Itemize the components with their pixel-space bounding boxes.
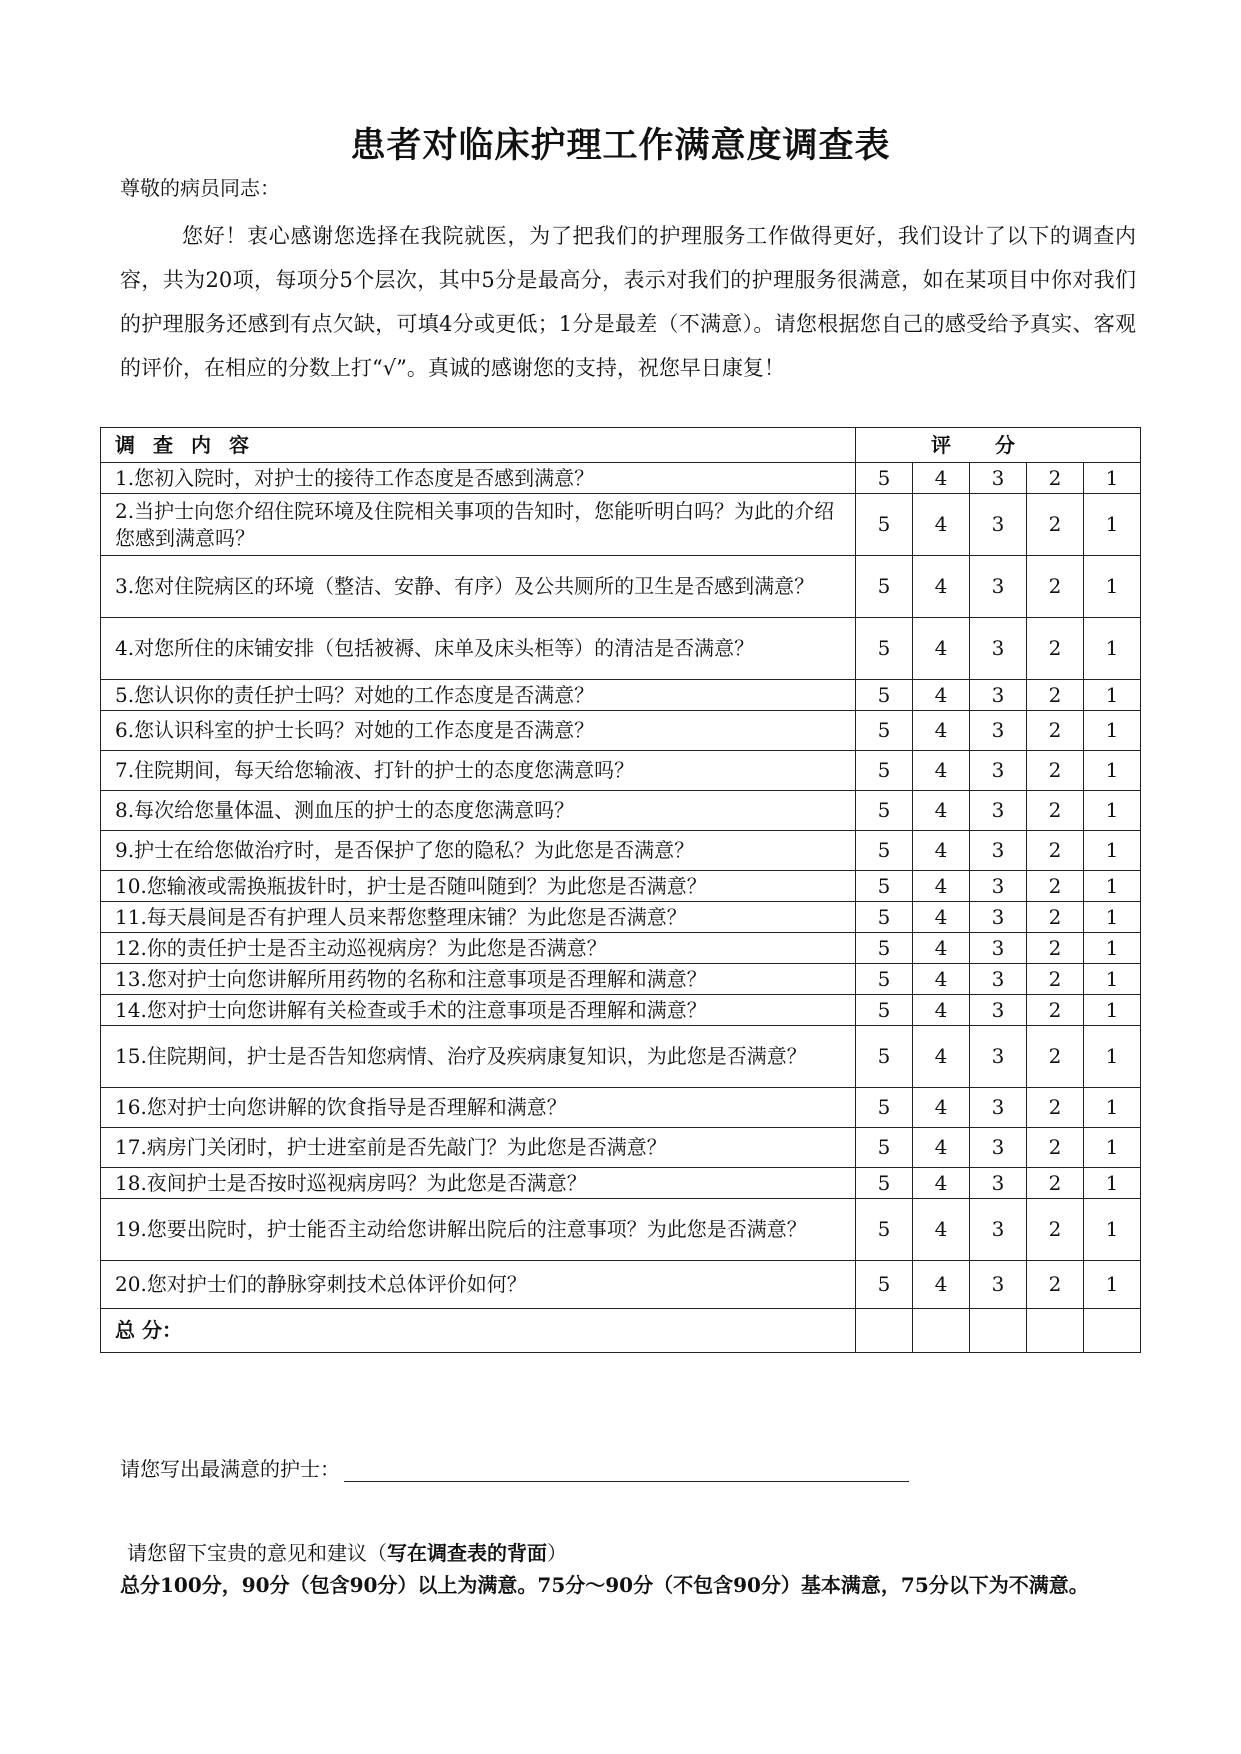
score-option-3[interactable]: 3 [970,1199,1027,1261]
score-option-5[interactable]: 5 [856,463,913,494]
question-row [101,1128,1141,1168]
score-option-1[interactable]: 1 [1084,1026,1141,1088]
score-option-3[interactable]: 3 [970,1168,1027,1199]
score-option-3[interactable]: 3 [970,933,1027,964]
question-text: 13.您对护士向您讲解所用药物的名称和注意事项是否理解和满意？ [101,964,856,995]
score-option-3[interactable]: 3 [970,791,1027,831]
score-option-4[interactable]: 4 [913,1199,970,1261]
total-cell[interactable] [970,1309,1027,1353]
survey-table [100,427,1141,1353]
favorite-nurse-line [120,1453,909,1482]
score-option-2[interactable]: 2 [1027,964,1084,995]
score-option-1[interactable]: 1 [1084,831,1141,871]
score-option-4[interactable]: 4 [913,1128,970,1168]
score-option-5[interactable]: 5 [856,871,913,902]
advice-line [127,1537,567,1566]
score-option-3[interactable]: 3 [970,680,1027,711]
score-option-1[interactable]: 1 [1084,618,1141,680]
question-row [101,556,1141,618]
score-option-5[interactable]: 5 [856,1128,913,1168]
header-score: 评分 [856,428,1141,463]
score-option-4[interactable]: 4 [913,964,970,995]
score-option-4[interactable]: 4 [913,1088,970,1128]
question-row [101,711,1141,751]
question-row [101,791,1141,831]
score-option-1[interactable]: 1 [1084,556,1141,618]
favorite-nurse-blank[interactable] [344,1459,909,1482]
advice-bold: 写在调查表的背面 [387,1541,547,1565]
advice-prefix: 请您留下宝贵的意见和建议（ [127,1541,387,1565]
question-row [101,1026,1141,1088]
score-option-1[interactable]: 1 [1084,1199,1141,1261]
table-header-row [101,428,1141,463]
question-text: 9.护士在给您做治疗时，是否保护了您的隐私？为此您是否满意？ [101,831,856,871]
score-option-3[interactable]: 3 [970,995,1027,1026]
score-option-3[interactable]: 3 [970,871,1027,902]
score-option-3[interactable]: 3 [970,831,1027,871]
question-text: 6.您认识科室的护士长吗？对她的工作态度是否满意？ [101,711,856,751]
score-option-2[interactable]: 2 [1027,711,1084,751]
score-option-4[interactable]: 4 [913,995,970,1026]
score-option-4[interactable]: 4 [913,871,970,902]
score-option-5[interactable]: 5 [856,618,913,680]
score-option-1[interactable]: 1 [1084,791,1141,831]
score-option-4[interactable]: 4 [913,791,970,831]
score-option-2[interactable]: 2 [1027,1261,1084,1309]
score-option-3[interactable]: 3 [970,1026,1027,1088]
question-row [101,1088,1141,1128]
score-option-2[interactable]: 2 [1027,618,1084,680]
score-option-4[interactable]: 4 [913,618,970,680]
score-option-3[interactable]: 3 [970,1128,1027,1168]
score-option-2[interactable]: 2 [1027,1128,1084,1168]
score-option-5[interactable]: 5 [856,1088,913,1128]
question-text: 15.住院期间，护士是否告知您病情、治疗及疾病康复知识，为此您是否满意？ [101,1026,856,1088]
question-text: 11.每天晨间是否有护理人员来帮您整理床铺？为此您是否满意？ [101,902,856,933]
total-cell[interactable] [1084,1309,1141,1353]
question-row [101,964,1141,995]
score-option-4[interactable]: 4 [913,680,970,711]
score-option-1[interactable]: 1 [1084,494,1141,556]
score-option-1[interactable]: 1 [1084,1088,1141,1128]
score-option-2[interactable]: 2 [1027,933,1084,964]
question-text: 18.夜间护士是否按时巡视病房吗？为此您是否满意？ [101,1168,856,1199]
score-option-4[interactable]: 4 [913,1026,970,1088]
question-row [101,463,1141,494]
score-option-4[interactable]: 4 [913,463,970,494]
score-option-1[interactable]: 1 [1084,463,1141,494]
favorite-nurse-label: 请您写出最满意的护士： [120,1457,340,1481]
score-option-2[interactable]: 2 [1027,751,1084,791]
score-option-3[interactable]: 3 [970,1261,1027,1309]
total-label: 总 分： [101,1309,856,1353]
score-option-3[interactable]: 3 [970,751,1027,791]
score-option-4[interactable]: 4 [913,711,970,751]
score-option-5[interactable]: 5 [856,751,913,791]
score-option-5[interactable]: 5 [856,964,913,995]
total-cell[interactable] [1027,1309,1084,1353]
score-option-5[interactable]: 5 [856,995,913,1026]
question-text: 5.您认识你的责任护士吗？对她的工作态度是否满意？ [101,680,856,711]
score-option-1[interactable]: 1 [1084,1261,1141,1309]
score-option-3[interactable]: 3 [970,463,1027,494]
score-option-4[interactable]: 4 [913,556,970,618]
score-option-1[interactable]: 1 [1084,751,1141,791]
score-option-4[interactable]: 4 [913,831,970,871]
score-option-5[interactable]: 5 [856,711,913,751]
question-text: 16.您对护士向您讲解的饮食指导是否理解和满意？ [101,1088,856,1128]
question-text: 12.你的责任护士是否主动巡视病房？为此您是否满意？ [101,933,856,964]
question-row [101,1261,1141,1309]
score-option-2[interactable]: 2 [1027,463,1084,494]
score-option-4[interactable]: 4 [913,751,970,791]
question-text: 4.对您所住的床铺安排（包括被褥、床单及床头柜等）的清洁是否满意？ [101,618,856,680]
header-content: 调查内容 [101,428,856,463]
question-row [101,995,1141,1026]
score-option-2[interactable]: 2 [1027,494,1084,556]
total-cell[interactable] [856,1309,913,1353]
score-option-5[interactable]: 5 [856,1168,913,1199]
score-option-3[interactable]: 3 [970,1088,1027,1128]
score-option-4[interactable]: 4 [913,933,970,964]
question-row [101,933,1141,964]
score-option-4[interactable]: 4 [913,902,970,933]
question-text: 20.您对护士们的静脉穿刺技术总体评价如何？ [101,1261,856,1309]
score-option-1[interactable]: 1 [1084,711,1141,751]
question-text: 17.病房门关闭时，护士进室前是否先敲门？为此您是否满意？ [101,1128,856,1168]
score-option-5[interactable]: 5 [856,831,913,871]
score-option-5[interactable]: 5 [856,902,913,933]
scoring-criteria: 总分100分，90分（包含90分）以上为满意。75分～90分（不包含90分）基本满意，75分以下为不满意。 [120,1573,1089,1597]
score-option-2[interactable]: 2 [1027,1088,1084,1128]
question-row [101,871,1141,902]
question-row [101,494,1141,556]
score-option-1[interactable]: 1 [1084,680,1141,711]
score-option-3[interactable]: 3 [970,964,1027,995]
score-option-3[interactable]: 3 [970,494,1027,556]
score-option-4[interactable]: 4 [913,1168,970,1199]
question-text: 3.您对住院病区的环境（整洁、安静、有序）及公共厕所的卫生是否感到满意？ [101,556,856,618]
question-row [101,902,1141,933]
advice-suffix: ） [547,1541,567,1565]
score-option-1[interactable]: 1 [1084,871,1141,902]
score-option-5[interactable]: 5 [856,1261,913,1309]
total-cell[interactable] [913,1309,970,1353]
score-option-1[interactable]: 1 [1084,1128,1141,1168]
score-option-5[interactable]: 5 [856,933,913,964]
score-option-3[interactable]: 3 [970,902,1027,933]
score-option-3[interactable]: 3 [970,556,1027,618]
score-option-2[interactable]: 2 [1027,1026,1084,1088]
score-option-5[interactable]: 5 [856,791,913,831]
score-option-2[interactable]: 2 [1027,902,1084,933]
score-option-2[interactable]: 2 [1027,791,1084,831]
score-option-5[interactable]: 5 [856,1199,913,1261]
score-option-1[interactable]: 1 [1084,1168,1141,1199]
greeting-text: 尊敬的病员同志： [120,176,280,200]
intro-paragraph: 您好！衷心感谢您选择在我院就医，为了把我们的护理服务工作做得更好，我们设计了以下的调查内容，共为20项，每项分5个层次，其中5分是最高分，表示对我们的护理服务很满意，如在某项目中你对我们的护理服务还感到有点欠缺，可填4分或更低；1分是最差（不满意）。请您根据您自己的感受给予真实、客观的评价，在相应的分数上打“√”。真诚的感谢您的支持，祝您早日康复！ [120,224,1136,380]
question-row [101,751,1141,791]
score-option-1[interactable]: 1 [1084,995,1141,1026]
score-option-2[interactable]: 2 [1027,831,1084,871]
score-option-1[interactable]: 1 [1084,902,1141,933]
score-option-5[interactable]: 5 [856,556,913,618]
score-option-1[interactable]: 1 [1084,933,1141,964]
page-title: 患者对临床护理工作满意度调查表 [350,125,891,166]
question-row [101,1168,1141,1199]
score-option-4[interactable]: 4 [913,1261,970,1309]
question-text: 19.您要出院时，护士能否主动给您讲解出院后的注意事项？为此您是否满意？ [101,1199,856,1261]
question-row [101,1199,1141,1261]
score-option-2[interactable]: 2 [1027,1168,1084,1199]
total-row [101,1309,1141,1353]
question-text: 7.住院期间，每天给您输液、打针的护士的态度您满意吗？ [101,751,856,791]
question-text: 10.您输液或需换瓶拔针时，护士是否随叫随到？为此您是否满意？ [101,871,856,902]
score-option-5[interactable]: 5 [856,680,913,711]
score-option-5[interactable]: 5 [856,494,913,556]
score-option-2[interactable]: 2 [1027,1199,1084,1261]
score-option-4[interactable]: 4 [913,494,970,556]
question-text: 8.每次给您量体温、测血压的护士的态度您满意吗？ [101,791,856,831]
score-option-2[interactable]: 2 [1027,680,1084,711]
question-text: 1.您初入院时，对护士的接待工作态度是否感到满意？ [101,463,856,494]
score-option-2[interactable]: 2 [1027,556,1084,618]
score-option-3[interactable]: 3 [970,618,1027,680]
score-option-2[interactable]: 2 [1027,871,1084,902]
question-row [101,831,1141,871]
score-option-5[interactable]: 5 [856,1026,913,1088]
question-text: 14.您对护士向您讲解有关检查或手术的注意事项是否理解和满意？ [101,995,856,1026]
score-option-3[interactable]: 3 [970,711,1027,751]
question-row [101,618,1141,680]
question-row [101,680,1141,711]
question-text: 2.当护士向您介绍住院环境及住院相关事项的告知时，您能听明白吗？为此的介绍您感到满意吗？ [101,494,856,556]
score-option-2[interactable]: 2 [1027,995,1084,1026]
score-option-1[interactable]: 1 [1084,964,1141,995]
